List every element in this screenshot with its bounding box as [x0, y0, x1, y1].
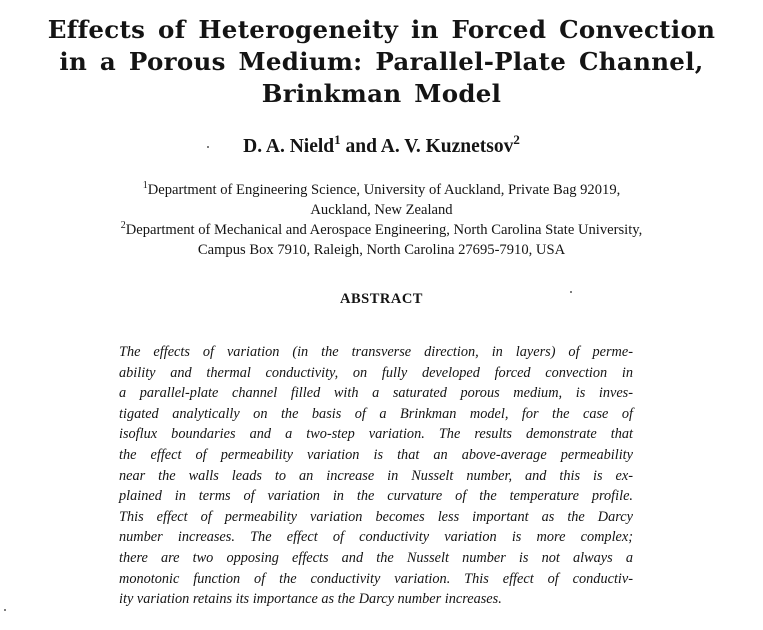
- author-name: D. A. Nield: [243, 136, 335, 157]
- title-line: Brinkman Model: [261, 79, 502, 108]
- affiliation-line: Campus Box 7910, Raleigh, North Carolina 27695-7910, USA: [197, 242, 566, 258]
- scan-speck: [570, 291, 572, 293]
- scan-speck: [207, 146, 209, 148]
- affiliation-line: [0, 220, 763, 240]
- author-affiliation-marker: 2: [513, 132, 520, 147]
- affiliation-text: Department of Mechanical and Aerospace Engineering, North Carolina State University,: [125, 222, 643, 238]
- author-name: A. V. Kuznetsov: [380, 136, 514, 157]
- abstract-line: isoflux boundaries and a two-step variation. The results demonstrate that: [119, 426, 633, 443]
- abstract-line: number increases. The effect of conductivity variation is more complex;: [119, 529, 633, 546]
- affiliation-text: Department of Engineering Science, University of Auckland, Private Bag 92019,: [147, 182, 621, 198]
- abstract-line: This effect of permeability variation becomes less important as the Darcy: [119, 508, 633, 525]
- title-line: in a Porous Medium: Parallel-Plate Channel,: [59, 47, 704, 76]
- title-line: Effects of Heterogeneity in Forced Convection: [47, 15, 716, 44]
- affiliation-line: Auckland, New Zealand: [310, 202, 453, 218]
- abstract-heading: ABSTRACT: [340, 291, 423, 307]
- abstract-line: tigated analytically on the basis of a Brinkman model, for the case of: [119, 405, 633, 422]
- affiliation-line: [0, 180, 763, 200]
- scan-speck: [4, 609, 6, 611]
- abstract-line: The effects of variation (in the transverse direction, in layers) of perme-: [119, 344, 633, 360]
- abstract-line: there are two opposing effects and the Nusselt number is not always a: [119, 549, 633, 566]
- abstract-line: plained in terms of variation in the curvature of the temperature profile.: [119, 488, 633, 505]
- abstract-line: monotonic function of the conductivity variation. This effect of conductiv-: [119, 570, 633, 587]
- affiliation-marker: 2: [120, 220, 126, 231]
- abstract-line: ability and thermal conductivity, on fully developed forced convection in: [119, 364, 633, 381]
- abstract-line: the effect of permeability variation is that an above-average permeability: [119, 446, 633, 463]
- paper-title: [0, 14, 763, 110]
- abstract-body: [119, 342, 633, 610]
- abstract-line: a parallel-plate channel filled with a saturated porous medium, is inves-: [119, 385, 633, 402]
- author-list: [0, 132, 763, 159]
- abstract-line: ity variation retains its importance as the Darcy number increases.: [119, 591, 502, 608]
- affiliation-block: [0, 180, 763, 260]
- author-conjunction: and: [345, 136, 377, 157]
- abstract-line: near the walls leads to an increase in Nusselt number, and this is ex-: [119, 467, 633, 484]
- affiliation-marker: 1: [142, 180, 148, 191]
- author-affiliation-marker: 1: [334, 132, 341, 147]
